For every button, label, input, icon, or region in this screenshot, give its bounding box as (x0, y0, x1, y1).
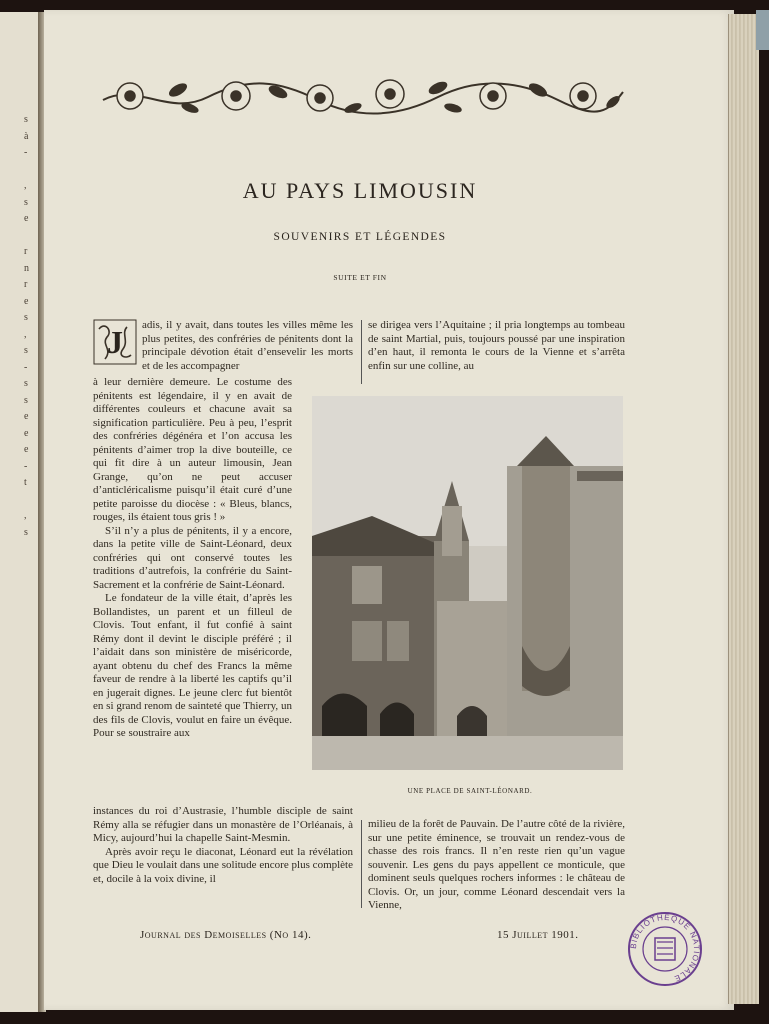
column-rule (361, 820, 362, 908)
previous-page-letter: s (24, 312, 28, 323)
paragraph: adis, il y avait, dans toutes les villes même les plus petites, des confréries de pénitents dont la principale dévotion était d’ensevelir les morts et de les accompagner (142, 319, 353, 372)
continuation-note: SUITE ET FIN (333, 273, 387, 282)
paragraph: se dirigea vers l’Aquitaine ; il pria longtemps au tombeau de saint Martial, puis, toujours poussé par une inspiration d’en haut, il remonta le cours de la Vienne et s’arrêta enfin sur une colline, au (368, 319, 625, 372)
paragraph: milieu de la forêt de Pauvain. De l’autre côté de la rivière, sur une petite éminence, se trouvait un rendez-vous de chasse des rois francs. Il n’en reste rien qu’un vague souvenir. Les gens du pays appellent ce monticule, que dominent seuls quelques rochers informes : le château de Clovis. Or, un jour, comme Léonard descendait vers la Vienne, (368, 818, 625, 911)
previous-page-letter: e (24, 427, 29, 439)
previous-page-letter: , (24, 180, 27, 191)
previous-page-edge (0, 12, 40, 1012)
column-top-left (93, 319, 353, 373)
previous-page-letter: , (24, 510, 27, 521)
column-top-right (368, 319, 625, 373)
previous-page-letter (24, 228, 34, 245)
previous-page-letter: - (24, 460, 28, 472)
paragraph: instances du roi d’Austrasie, l’humble disciple de saint Rémy alla se réfugier dans un monastère de l’Orléanais, à Micy, aujourd’hui la chapelle Saint-Mesmin. (93, 805, 353, 844)
previous-page-letter: , (24, 328, 27, 340)
previous-page-letter: e (24, 295, 29, 307)
paragraph: à leur dernière demeure. Le costume des pénitents est légendaire, il y en avait de différentes couleurs et chacune avait sa signification particulière. Peu à peu, l’esprit des confréries dégénéra et l’on accusa les pénitents d’aimer trop la dive bouteille, ce qui fit dire à un auteur limousin, Jean Grange, qu’on ne peut accuser d’anticléricalisme puisqu’il était curé d’une petite paroisse du diocèse : « Bleus, blancs, rouges, ils étaient tous gris ! » (93, 376, 292, 523)
previous-page-letter: s (24, 394, 28, 406)
library-stamp (626, 910, 704, 988)
article-subtitle: SOUVENIRS ET LÉGENDES (273, 231, 447, 243)
floral-ornament-header (98, 72, 628, 122)
previous-page-letter (24, 492, 34, 509)
previous-page-letters (24, 112, 34, 541)
photograph-saint-leonard-square (312, 396, 623, 770)
previous-page-letter: r (24, 279, 28, 290)
previous-page-letter: s (24, 196, 28, 208)
previous-page-letter: s (24, 378, 28, 389)
previous-page-letter: - (24, 361, 28, 373)
column-rule (361, 320, 362, 384)
footer-date: 15 Juillet 1901. (497, 929, 579, 941)
column-bottom-left (93, 805, 353, 886)
previous-page-letter: t (24, 477, 27, 488)
previous-page-letter: n (24, 262, 29, 274)
previous-page-letter: e (24, 411, 29, 422)
page-edges (728, 14, 759, 1004)
previous-page-letter: - (24, 147, 28, 158)
footer-journal: Journal des Demoiselles (No 14). (140, 929, 312, 941)
previous-page-letter: r (24, 246, 28, 257)
previous-page-letter (24, 162, 34, 179)
previous-page-letter: à (24, 130, 29, 142)
previous-page-letter: s (24, 114, 28, 125)
article-title: AU PAYS LIMOUSIN (242, 178, 478, 203)
column-mid-left (93, 376, 292, 741)
previous-page-letter: e (24, 444, 29, 455)
dropcap-letter: J (107, 324, 123, 360)
column-bottom-right (368, 818, 625, 913)
corner-tab (756, 10, 769, 50)
photo-caption: UNE PLACE DE SAINT-LÉONARD. (407, 787, 533, 795)
paragraph: Le fondateur de la ville était, d’après les Bollandistes, un parent et un filleul de Clovis. Tout enfant, il fut confié à saint Rémy dont il devint le disciple préféré ; il l’aidait dans son ministère de miséricorde, ayant obtenu du chef des Francs la même faveur de rendre à la liberté les captifs qu’il en jugerait dignes. Le jeune clerc fut bientôt en si grand renom de sainteté que Thierry, un des fils de Clovis, voulut en faire un évêque. Pour se soustraire aux (93, 592, 292, 739)
paragraph: S’il n’y a plus de pénitents, il y a encore, dans la petite ville de Saint-Léonard, deux confréries qui ont conservé toutes les traditions d’autrefois, la confrérie du Saint-Sacrement et la confrérie de Saint-Léonard. (93, 524, 292, 591)
previous-page-letter: e (24, 213, 29, 224)
ornamental-dropcap (93, 319, 137, 365)
stamp-text: BIBLIOTHÈQUE NATIONALE (628, 912, 702, 984)
paragraph: Après avoir reçu le diaconat, Léonard eut la révélation que Dieu le voulait dans une solitude encore plus complète et, docile à la voix divine, il (93, 845, 353, 885)
previous-page-letter: s (24, 345, 28, 356)
previous-page-letter: s (24, 526, 28, 538)
